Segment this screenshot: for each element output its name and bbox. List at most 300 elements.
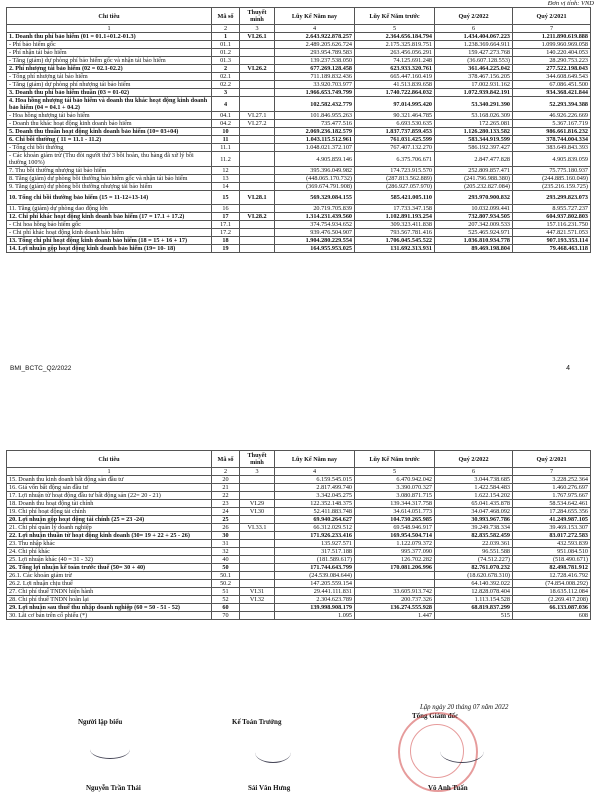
cell-q-cur: (18.620.678.310) bbox=[435, 572, 513, 580]
cell-label: - Tổng phí nhượng tái bảo hiểm bbox=[7, 73, 212, 81]
table-row bbox=[7, 144, 591, 152]
col-header: Lũy Kế Năm trước bbox=[355, 8, 435, 25]
cell-code: 24 bbox=[212, 508, 240, 516]
cell-ytd-prev: 995.377.090 bbox=[355, 548, 435, 556]
col-number-row bbox=[7, 468, 591, 476]
cell-q-cur: 2.847.477.828 bbox=[435, 152, 513, 167]
cell-label: 3. Doanh thu phí bảo hiểm thuần (03 = 01-02) bbox=[7, 89, 212, 97]
cell-q-prev: 3.228.252.364 bbox=[513, 476, 591, 484]
cell-ytd-prev: 126.702.282 bbox=[355, 556, 435, 564]
cell-note: VI.28.1 bbox=[240, 191, 275, 205]
cell-label: 29. Lợi nhuận sau thuế thu nhập doanh nghiệp (60 = 50 - 51 - 52) bbox=[7, 604, 212, 612]
cell-code: 2 bbox=[212, 65, 240, 73]
cell-q-cur: 65.041.435.878 bbox=[435, 500, 513, 508]
table-row bbox=[7, 183, 591, 191]
cell-q-cur: 1.036.810.934.778 bbox=[435, 237, 513, 245]
cell-q-prev: 46.926.226.669 bbox=[513, 112, 591, 120]
cell-code: 50 bbox=[212, 564, 240, 572]
cell-q-cur: 22.039.361 bbox=[435, 540, 513, 548]
col-header: Quý 2/2022 bbox=[435, 451, 513, 468]
cell-label: - Tăng (giảm) dự phòng phí nhượng tái bảo hiểm bbox=[7, 81, 212, 89]
cell-q-cur: 1.113.154.528 bbox=[435, 596, 513, 604]
cell-label: 26.2. Lợi nhuận chịu thuế bbox=[7, 580, 212, 588]
cell-note bbox=[240, 516, 275, 524]
cell-q-cur: 53.340.291.390 bbox=[435, 97, 513, 112]
cell-code: 26 bbox=[212, 524, 240, 532]
cell-q-cur: 64.140.392.022 bbox=[435, 580, 513, 588]
cell-ytd-prev: 2.364.656.184.794 bbox=[355, 33, 435, 41]
cell-note bbox=[240, 612, 275, 620]
cell-label: 24. Chi phí khác bbox=[7, 548, 212, 556]
table-row bbox=[7, 500, 591, 508]
cell-label: 9. Tăng (giảm) dự phòng bồi thường nhượng tái bảo hiểm bbox=[7, 183, 212, 191]
signer-name: Sái Văn Hưng bbox=[248, 784, 291, 792]
table-row bbox=[7, 604, 591, 612]
cell-code: 3 bbox=[212, 89, 240, 97]
cell-q-prev: (74.854.008.292) bbox=[513, 580, 591, 588]
cell-label: 1. Doanh thu phí bảo hiểm (01 = 01.1+01.2-01.3) bbox=[7, 33, 212, 41]
cell-ytd-cur: 139.237.538.050 bbox=[275, 57, 355, 65]
cell-ytd-prev: 33.605.913.742 bbox=[355, 588, 435, 596]
col-header: Lũy Kế Năm nay bbox=[275, 8, 355, 25]
cell-ytd-prev: 97.014.995.420 bbox=[355, 97, 435, 112]
cell-ytd-prev bbox=[355, 580, 435, 588]
cell-q-prev: 1.099.960.969.058 bbox=[513, 41, 591, 49]
cell-note: VI.31 bbox=[240, 588, 275, 596]
signer-title: Người lập biểu bbox=[78, 718, 123, 726]
table-row bbox=[7, 57, 591, 65]
cell-q-cur: 1.072.939.842.191 bbox=[435, 89, 513, 97]
cell-q-prev: 157.116.231.750 bbox=[513, 221, 591, 229]
table-row bbox=[7, 97, 591, 112]
cell-ytd-cur: 69.940.264.627 bbox=[275, 516, 355, 524]
cell-label: 30. Lãi cơ bản trên cổ phiếu (*) bbox=[7, 612, 212, 620]
cell-q-cur: (241.796.988.380) bbox=[435, 175, 513, 183]
cell-code: 40 bbox=[212, 556, 240, 564]
cell-q-cur: (74.512.227) bbox=[435, 556, 513, 564]
cell-note bbox=[240, 152, 275, 167]
cell-code: 12 bbox=[212, 167, 240, 175]
cell-ytd-cur: 293.954.789.583 bbox=[275, 49, 355, 57]
col-number: 3 bbox=[240, 25, 275, 33]
cell-q-cur: 10.032.099.441 bbox=[435, 205, 513, 213]
cell-label: 25. Lợi nhuận khác (40 = 31 - 32) bbox=[7, 556, 212, 564]
cell-q-cur: 68.819.837.299 bbox=[435, 604, 513, 612]
cell-note bbox=[240, 89, 275, 97]
cell-q-prev: 951.084.510 bbox=[513, 548, 591, 556]
cell-label: 13. Tổng chi phí hoạt động kinh doanh bảo hiểm (18 = 15 + 16 + 17) bbox=[7, 237, 212, 245]
cell-note bbox=[240, 532, 275, 540]
cell-ytd-cur: 2.489.205.626.724 bbox=[275, 41, 355, 49]
table-row bbox=[7, 205, 591, 213]
cell-q-prev: 5.367.167.719 bbox=[513, 120, 591, 128]
cell-label: 20. Lợi nhuận gộp hoạt động tài chính (25 = 23 -24) bbox=[7, 516, 212, 524]
cell-ytd-cur: 102.582.432.779 bbox=[275, 97, 355, 112]
cell-ytd-prev: 1.706.045.545.522 bbox=[355, 237, 435, 245]
cell-q-cur: 1.434.404.067.223 bbox=[435, 33, 513, 41]
cell-q-prev: 41.249.987.105 bbox=[513, 516, 591, 524]
col-header: Mã số bbox=[212, 451, 240, 468]
cell-note bbox=[240, 81, 275, 89]
col-number: 5 bbox=[355, 468, 435, 476]
cell-note bbox=[240, 604, 275, 612]
table-row bbox=[7, 564, 591, 572]
cell-ytd-prev: 131.692.313.931 bbox=[355, 245, 435, 253]
cell-note: VI.33.1 bbox=[240, 524, 275, 532]
cell-q-cur: 172.265.081 bbox=[435, 120, 513, 128]
cell-q-cur: 159.427.273.768 bbox=[435, 49, 513, 57]
cell-label: 14. Lợi nhuận gộp hoạt động kinh doanh bảo hiểm (19= 10- 18) bbox=[7, 245, 212, 253]
table-row bbox=[7, 596, 591, 604]
cell-code: 17.2 bbox=[212, 229, 240, 237]
cell-label: 28. Chi phí thuế TNDN hoãn lại bbox=[7, 596, 212, 604]
cell-q-cur: (36.607.128.553) bbox=[435, 57, 513, 65]
cell-ytd-cur: 33.920.703.977 bbox=[275, 81, 355, 89]
col-number-row bbox=[7, 25, 591, 33]
cell-q-prev: 67.086.451.500 bbox=[513, 81, 591, 89]
cell-q-prev: 12.728.416.792 bbox=[513, 572, 591, 580]
cell-ytd-cur: 1.095 bbox=[275, 612, 355, 620]
cell-note bbox=[240, 183, 275, 191]
cell-label: 26.1. Các khoản giảm trừ bbox=[7, 572, 212, 580]
cell-code: 19 bbox=[212, 245, 240, 253]
col-header: Lũy Kế Năm nay bbox=[275, 451, 355, 468]
cell-q-cur: 583.344.919.599 bbox=[435, 136, 513, 144]
table-row bbox=[7, 229, 591, 237]
cell-ytd-cur: 735.477.516 bbox=[275, 120, 355, 128]
cell-label: 17. Lợi nhuận từ hoạt động đầu tư bất động sản (22= 20 - 21) bbox=[7, 492, 212, 500]
cell-label: - Tăng (giảm) dự phòng phí bảo hiểm gốc và nhận tái bảo hiểm bbox=[7, 57, 212, 65]
cell-ytd-cur: 569.329.084.155 bbox=[275, 191, 355, 205]
header-row bbox=[7, 8, 591, 25]
cell-q-prev: 986.661.816.232 bbox=[513, 128, 591, 136]
cell-code: 13 bbox=[212, 175, 240, 183]
cell-note bbox=[240, 205, 275, 213]
cell-ytd-prev: 169.954.504.714 bbox=[355, 532, 435, 540]
table-row bbox=[7, 245, 591, 253]
cell-ytd-prev: 3.080.871.715 bbox=[355, 492, 435, 500]
cell-label: 15. Doanh thu kinh doanh bất động sản đầu tư bbox=[7, 476, 212, 484]
signature-mark bbox=[255, 742, 291, 763]
cell-ytd-cur: 2.817.499.740 bbox=[275, 484, 355, 492]
cell-q-cur: 12.828.078.404 bbox=[435, 588, 513, 596]
cell-note bbox=[240, 175, 275, 183]
cell-ytd-cur: 147.205.559.154 bbox=[275, 580, 355, 588]
cell-ytd-cur: 939.476.504.907 bbox=[275, 229, 355, 237]
cell-q-cur: 378.467.156.205 bbox=[435, 73, 513, 81]
cell-code: 15 bbox=[212, 191, 240, 205]
col-number: 4 bbox=[275, 25, 355, 33]
col-header: Chỉ tiêu bbox=[7, 451, 212, 468]
cell-q-prev: 608 bbox=[513, 612, 591, 620]
cell-code: 52 bbox=[212, 596, 240, 604]
cell-code: 11.2 bbox=[212, 152, 240, 167]
cell-ytd-prev: 74.125.691.248 bbox=[355, 57, 435, 65]
cell-ytd-prev: 665.447.160.419 bbox=[355, 73, 435, 81]
cell-note bbox=[240, 572, 275, 580]
cell-label: - Chi phí khác hoạt động kinh doanh bảo hiểm bbox=[7, 229, 212, 237]
table-row bbox=[7, 580, 591, 588]
cell-ytd-cur: 711.189.832.436 bbox=[275, 73, 355, 81]
cell-ytd-cur: 1.048.021.372.107 bbox=[275, 144, 355, 152]
cell-ytd-cur: 395.396.049.982 bbox=[275, 167, 355, 175]
cell-q-cur: 732.807.934.505 bbox=[435, 213, 513, 221]
cell-q-prev: 1.211.890.619.888 bbox=[513, 33, 591, 41]
cell-code: 16 bbox=[212, 205, 240, 213]
cell-note: VI.27.2 bbox=[240, 120, 275, 128]
table-row bbox=[7, 540, 591, 548]
cell-ytd-prev: 6.693.530.635 bbox=[355, 120, 435, 128]
cell-ytd-prev: 3.390.070.327 bbox=[355, 484, 435, 492]
cell-ytd-prev: 17.733.347.158 bbox=[355, 205, 435, 213]
col-number: 2 bbox=[212, 25, 240, 33]
col-header: Lũy Kế Năm trước bbox=[355, 451, 435, 468]
table-row bbox=[7, 73, 591, 81]
table-row bbox=[7, 508, 591, 516]
cell-label: 22. Lợi nhuận thuần từ hoạt động kinh doanh (30= 19 + 22 + 25 - 26) bbox=[7, 532, 212, 540]
cell-ytd-prev: 1.837.737.859.453 bbox=[355, 128, 435, 136]
cell-code: 02.2 bbox=[212, 81, 240, 89]
cell-ytd-cur: 122.352.148.375 bbox=[275, 500, 355, 508]
cell-q-cur: 1.238.369.664.911 bbox=[435, 41, 513, 49]
cell-q-prev: 18.635.112.084 bbox=[513, 588, 591, 596]
cell-ytd-prev: 6.470.942.042 bbox=[355, 476, 435, 484]
cell-ytd-cur: 20.719.705.839 bbox=[275, 205, 355, 213]
cell-code: 31 bbox=[212, 540, 240, 548]
cell-label: 8. Tăng (giảm) dự phòng bồi thường bảo hiểm gốc và nhận tái bảo hiểm bbox=[7, 175, 212, 183]
cell-ytd-cur: 1.043.115.512.961 bbox=[275, 136, 355, 144]
cell-q-cur: 1.422.584.483 bbox=[435, 484, 513, 492]
income-statement-table-part1 bbox=[6, 7, 591, 253]
table-row bbox=[7, 175, 591, 183]
col-number: 7 bbox=[513, 25, 591, 33]
table-row bbox=[7, 191, 591, 205]
cell-ytd-cur: 317.517.188 bbox=[275, 548, 355, 556]
cell-ytd-cur: 29.441.111.831 bbox=[275, 588, 355, 596]
table-row bbox=[7, 33, 591, 41]
table-row bbox=[7, 120, 591, 128]
cell-ytd-prev: 136.274.555.928 bbox=[355, 604, 435, 612]
cell-q-cur: 252.809.857.471 bbox=[435, 167, 513, 175]
cell-ytd-prev: 2.175.325.819.751 bbox=[355, 41, 435, 49]
cell-code: 4 bbox=[212, 97, 240, 112]
cell-ytd-prev: 623.933.320.761 bbox=[355, 65, 435, 73]
cell-note bbox=[240, 136, 275, 144]
cell-code: 17.1 bbox=[212, 221, 240, 229]
cell-ytd-cur: 101.846.955.263 bbox=[275, 112, 355, 120]
table-row bbox=[7, 476, 591, 484]
cell-label: 23. Thu nhập khác bbox=[7, 540, 212, 548]
cell-code: 32 bbox=[212, 548, 240, 556]
cell-code: 18 bbox=[212, 237, 240, 245]
cell-ytd-cur: 135.927.571 bbox=[275, 540, 355, 548]
cell-code: 01.3 bbox=[212, 57, 240, 65]
cell-ytd-cur: 66.312.029.512 bbox=[275, 524, 355, 532]
table-row bbox=[7, 221, 591, 229]
col-header: Thuyết minh bbox=[240, 8, 275, 25]
signer-name: Võ Anh Tuấn bbox=[428, 784, 468, 792]
cell-ytd-cur: (369.674.791.908) bbox=[275, 183, 355, 191]
col-header: Quý 2/2021 bbox=[513, 8, 591, 25]
table-row bbox=[7, 41, 591, 49]
cell-ytd-prev: 585.421.005.110 bbox=[355, 191, 435, 205]
cell-q-prev: 447.821.571.053 bbox=[513, 229, 591, 237]
col-header: Chỉ tiêu bbox=[7, 8, 212, 25]
cell-q-cur: 96.551.588 bbox=[435, 548, 513, 556]
cell-label: 19. Chi phí hoạt động tài chính bbox=[7, 508, 212, 516]
cell-label: - Tổng chi bồi thường bbox=[7, 144, 212, 152]
table-row bbox=[7, 112, 591, 120]
cell-ytd-cur: (24.539.084.644) bbox=[275, 572, 355, 580]
cell-q-cur: 53.168.026.309 bbox=[435, 112, 513, 120]
cell-note bbox=[240, 144, 275, 152]
cell-label: 2. Phí nhượng tái bảo hiểm (02 = 02.1-02.2) bbox=[7, 65, 212, 73]
cell-code: 17 bbox=[212, 213, 240, 221]
cell-ytd-cur: 677.269.128.458 bbox=[275, 65, 355, 73]
signer-name: Nguyễn Trần Thái bbox=[86, 784, 141, 792]
table-row bbox=[7, 213, 591, 221]
cell-note: VI.26.1 bbox=[240, 33, 275, 41]
cell-note bbox=[240, 540, 275, 548]
cell-ytd-cur: 171.744.643.799 bbox=[275, 564, 355, 572]
cell-note: VI.28.2 bbox=[240, 213, 275, 221]
cell-code: 01.1 bbox=[212, 41, 240, 49]
cell-q-prev: 1.767.975.667 bbox=[513, 492, 591, 500]
cell-q-cur: 515 bbox=[435, 612, 513, 620]
table-row bbox=[7, 49, 591, 57]
table-row bbox=[7, 492, 591, 500]
signing-date: Lập ngày 20 tháng 07 năm 2022 bbox=[420, 704, 509, 711]
cell-label: - Các khoản giảm trừ (Thu đòi người thứ 3 bồi hoàn, thu hàng đã xử lý bồi thường 100%) bbox=[7, 152, 212, 167]
cell-q-prev: 82.498.781.912 bbox=[513, 564, 591, 572]
cell-ytd-prev: 90.321.464.785 bbox=[355, 112, 435, 120]
cell-ytd-cur: (181.589.617) bbox=[275, 556, 355, 564]
cell-code: 11.1 bbox=[212, 144, 240, 152]
cell-q-prev: 1.460.276.697 bbox=[513, 484, 591, 492]
cell-code: 01.2 bbox=[212, 49, 240, 57]
cell-code: 02.1 bbox=[212, 73, 240, 81]
cell-q-prev: (2.269.417.208) bbox=[513, 596, 591, 604]
cell-note bbox=[240, 476, 275, 484]
table-row bbox=[7, 136, 591, 144]
table-row bbox=[7, 237, 591, 245]
cell-q-cur: 82.835.582.459 bbox=[435, 532, 513, 540]
cell-ytd-prev: 104.730.265.985 bbox=[355, 516, 435, 524]
cell-note bbox=[240, 221, 275, 229]
cell-note bbox=[240, 49, 275, 57]
cell-label: 27. Chi phí thuế TNDN hiện hành bbox=[7, 588, 212, 596]
cell-ytd-prev: 1.740.722.864.032 bbox=[355, 89, 435, 97]
cell-ytd-prev: 761.031.425.599 bbox=[355, 136, 435, 144]
table-row bbox=[7, 89, 591, 97]
cell-code: 70 bbox=[212, 612, 240, 620]
table-row bbox=[7, 548, 591, 556]
cell-q-prev: 344.608.649.543 bbox=[513, 73, 591, 81]
table-row bbox=[7, 524, 591, 532]
cell-ytd-cur: 2.643.922.878.257 bbox=[275, 33, 355, 41]
table-row bbox=[7, 484, 591, 492]
cell-code: 50.2 bbox=[212, 580, 240, 588]
cell-label: 4. Hoa hồng nhượng tái bảo hiểm và doanh thu khác hoạt động kinh doanh bảo hiểm (04 = 04.1 + 04.2) bbox=[7, 97, 212, 112]
col-header: Thuyết minh bbox=[240, 451, 275, 468]
cell-q-prev: 432.593.839 bbox=[513, 540, 591, 548]
cell-q-prev: 28.290.753.223 bbox=[513, 57, 591, 65]
cell-q-prev: 66.133.087.036 bbox=[513, 604, 591, 612]
cell-q-cur: 525.465.924.971 bbox=[435, 229, 513, 237]
cell-ytd-prev: 1.102.891.193.254 bbox=[355, 213, 435, 221]
cell-code: 30 bbox=[212, 532, 240, 540]
cell-q-cur: 293.970.900.832 bbox=[435, 191, 513, 205]
cell-note bbox=[240, 492, 275, 500]
cell-code: 22 bbox=[212, 492, 240, 500]
table-row bbox=[7, 65, 591, 73]
cell-ytd-prev: 200.737.326 bbox=[355, 596, 435, 604]
cell-label: 12. Chi phí khác hoạt động kinh doanh bảo hiểm (17 = 17.1 + 17.2) bbox=[7, 213, 212, 221]
table-row bbox=[7, 152, 591, 167]
cell-code: 1 bbox=[212, 33, 240, 41]
cell-ytd-cur: 4.905.859.146 bbox=[275, 152, 355, 167]
cell-q-cur: 30.993.967.786 bbox=[435, 516, 513, 524]
cell-ytd-prev: 170.081.206.996 bbox=[355, 564, 435, 572]
cell-q-cur: 82.761.070.232 bbox=[435, 564, 513, 572]
table-row bbox=[7, 588, 591, 596]
cell-label: - Phí bảo hiểm gốc bbox=[7, 41, 212, 49]
cell-ytd-prev: (287.813.562.889) bbox=[355, 175, 435, 183]
cell-note: VI.29 bbox=[240, 500, 275, 508]
cell-note bbox=[240, 57, 275, 65]
cell-q-prev: 293.299.823.073 bbox=[513, 191, 591, 205]
table-row bbox=[7, 532, 591, 540]
col-number: 6 bbox=[435, 25, 513, 33]
cell-q-prev: 52.293.394.388 bbox=[513, 97, 591, 112]
cell-ytd-cur: 164.955.953.025 bbox=[275, 245, 355, 253]
cell-label: - Phí nhận tái bảo hiểm bbox=[7, 49, 212, 57]
cell-q-prev: 17.284.655.356 bbox=[513, 508, 591, 516]
cell-q-cur: 207.342.009.533 bbox=[435, 221, 513, 229]
cell-ytd-cur: 374.754.934.652 bbox=[275, 221, 355, 229]
cell-label: 21. Chi phí quản lý doanh nghiệp bbox=[7, 524, 212, 532]
signer-title: Kế Toán Trưởng bbox=[232, 718, 282, 726]
cell-label: 11. Tăng (giảm) dự phòng dao động lớn bbox=[7, 205, 212, 213]
cell-ytd-cur: 1.314.231.439.560 bbox=[275, 213, 355, 221]
cell-ytd-cur: 1.966.653.749.799 bbox=[275, 89, 355, 97]
cell-ytd-prev bbox=[355, 572, 435, 580]
cell-ytd-prev: (286.927.057.970) bbox=[355, 183, 435, 191]
cell-q-prev: 75.775.180.937 bbox=[513, 167, 591, 175]
cell-code: 11 bbox=[212, 136, 240, 144]
cell-ytd-prev: 263.456.056.291 bbox=[355, 49, 435, 57]
cell-ytd-prev: 41.513.839.658 bbox=[355, 81, 435, 89]
table-row bbox=[7, 612, 591, 620]
table-row bbox=[7, 572, 591, 580]
cell-note: VI.26.2 bbox=[240, 65, 275, 73]
cell-label: - Hoa hồng nhượng tái bảo hiểm bbox=[7, 112, 212, 120]
cell-note bbox=[240, 41, 275, 49]
cell-q-cur: 361.464.225.042 bbox=[435, 65, 513, 73]
cell-q-prev: 58.534.642.461 bbox=[513, 500, 591, 508]
cell-q-prev: (235.216.159.725) bbox=[513, 183, 591, 191]
cell-note bbox=[240, 556, 275, 564]
income-statement-table-part2 bbox=[6, 450, 591, 620]
cell-ytd-prev: 139.344.317.758 bbox=[355, 500, 435, 508]
unit-note: Đơn vị tính: VND bbox=[547, 0, 594, 7]
cell-q-prev: 378.744.004.334 bbox=[513, 136, 591, 144]
cell-q-prev: 383.649.843.393 bbox=[513, 144, 591, 152]
cell-ytd-cur: 139.998.908.179 bbox=[275, 604, 355, 612]
cell-q-cur: 89.469.198.804 bbox=[435, 245, 513, 253]
cell-code: 50.1 bbox=[212, 572, 240, 580]
cell-code: 20 bbox=[212, 476, 240, 484]
